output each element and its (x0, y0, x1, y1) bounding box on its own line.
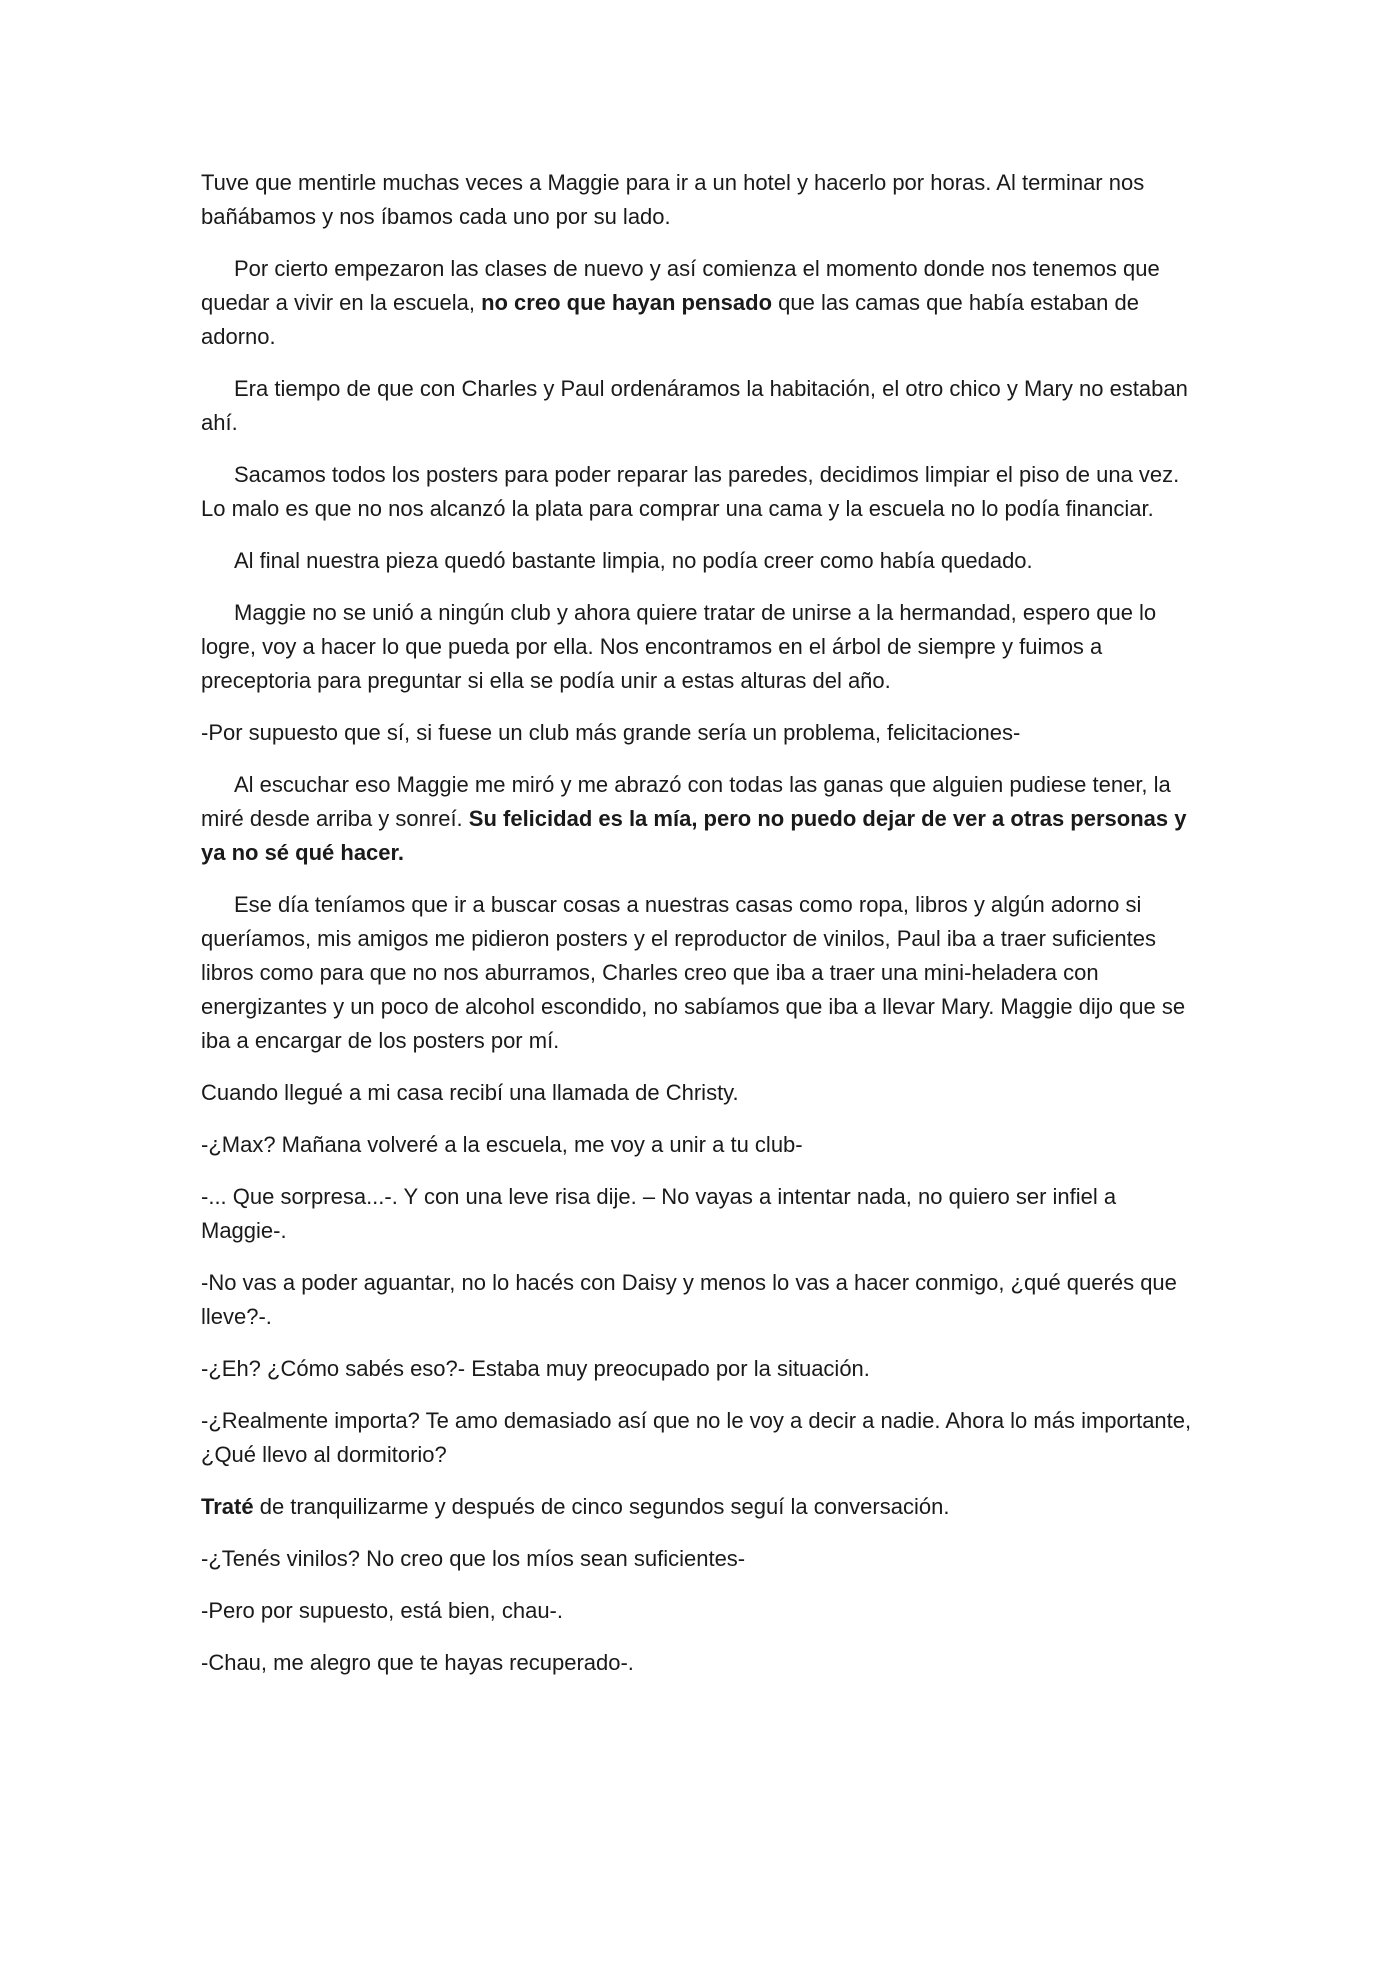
paragraph-15: -¿Realmente importa? Te amo demasiado así que no le voy a decir a nadie. Ahora lo más importante, ¿Qué llevo al dormitorio? (201, 1408, 1192, 1467)
paragraph-5: Al final nuestra pieza quedó bastante limpia, no podía creer como había quedado. (234, 548, 1033, 573)
document-body (201, 166, 1201, 1698)
paragraph-6: Maggie no se unió a ningún club y ahora quiere tratar de unirse a la hermandad, espero que lo logre, voy a hacer lo que pueda por ella. Nos encontramos en el árbol de siempre y fuimos a preceptoria para preguntar si ella se podía unir a estas alturas del año. (201, 600, 1157, 693)
paragraph-17: -¿Tenés vinilos? No creo que los míos sean suficientes- (201, 1546, 746, 1571)
paragraph-3: Era tiempo de que con Charles y Paul ordenáramos la habitación, el otro chico y Mary no estaban ahí. (201, 376, 1188, 435)
paragraph-8 (201, 768, 1201, 870)
paragraph-2-text-b: que las camas que había estaban de adorno. (201, 290, 1139, 349)
paragraph-7: -Por supuesto que sí, si fuese un club más grande sería un problema, felicitaciones- (201, 720, 1021, 745)
paragraph-19: -Chau, me alegro que te hayas recuperado-. (201, 1650, 634, 1675)
paragraph-16 (201, 1490, 1201, 1524)
paragraph-1: Tuve que mentirle muchas veces a Maggie para ir a un hotel y hacerlo por horas. Al terminar nos bañábamos y nos íbamos cada uno por su lado. (201, 170, 1145, 229)
paragraph-2-text-a: Por cierto empezaron las clases de nuevo y así comienza el momento donde nos tenemos que quedar a vivir en la escuela, (201, 256, 1160, 315)
paragraph-8-bold: Su felicidad es la mía, pero no puedo dejar de ver a otras personas y ya no sé qué hacer. (201, 806, 1187, 865)
paragraph-16-bold: Traté (201, 1494, 254, 1519)
paragraph-16-text-a: de tranquilizarme y después de cinco segundos seguí la conversación. (253, 1494, 950, 1519)
paragraph-4: Sacamos todos los posters para poder reparar las paredes, decidimos limpiar el piso de una vez. Lo malo es que no nos alcanzó la plata para comprar una cama y la escuela no lo podía financiar. (201, 462, 1180, 521)
paragraph-2-bold: no creo que hayan pensado (481, 290, 773, 315)
paragraph-11: -¿Max? Mañana volveré a la escuela, me voy a unir a tu club- (201, 1132, 803, 1157)
paragraph-18: -Pero por supuesto, está bien, chau-. (201, 1598, 563, 1623)
paragraph-10: Cuando llegué a mi casa recibí una llamada de Christy. (201, 1080, 739, 1105)
paragraph-2 (201, 252, 1201, 354)
paragraph-9: Ese día teníamos que ir a buscar cosas a nuestras casas como ropa, libros y algún adorno si queríamos, mis amigos me pidieron posters y el reproductor de vinilos, Paul iba a traer suficientes libros como para que no nos aburramos, Charles creo que iba a traer una mini-heladera con energizantes y un poco de alcohol escondido, no sabíamos que iba a llevar Mary. Maggie dijo que se iba a encargar de los posters por mí. (201, 892, 1186, 1053)
paragraph-14: -¿Eh? ¿Cómo sabés eso?- Estaba muy preocupado por la situación. (201, 1356, 870, 1381)
paragraph-12: -... Que sorpresa...-. Y con una leve risa dije. – No vayas a intentar nada, no quiero ser infiel a Maggie-. (201, 1184, 1117, 1243)
paragraph-8-text-a: Al escuchar eso Maggie me miró y me abrazó con todas las ganas que alguien pudiese tener, la miré desde arriba y sonreí. (201, 772, 1171, 831)
paragraph-13: -No vas a poder aguantar, no lo hacés con Daisy y menos lo vas a hacer conmigo, ¿qué querés que lleve?-. (201, 1270, 1177, 1329)
